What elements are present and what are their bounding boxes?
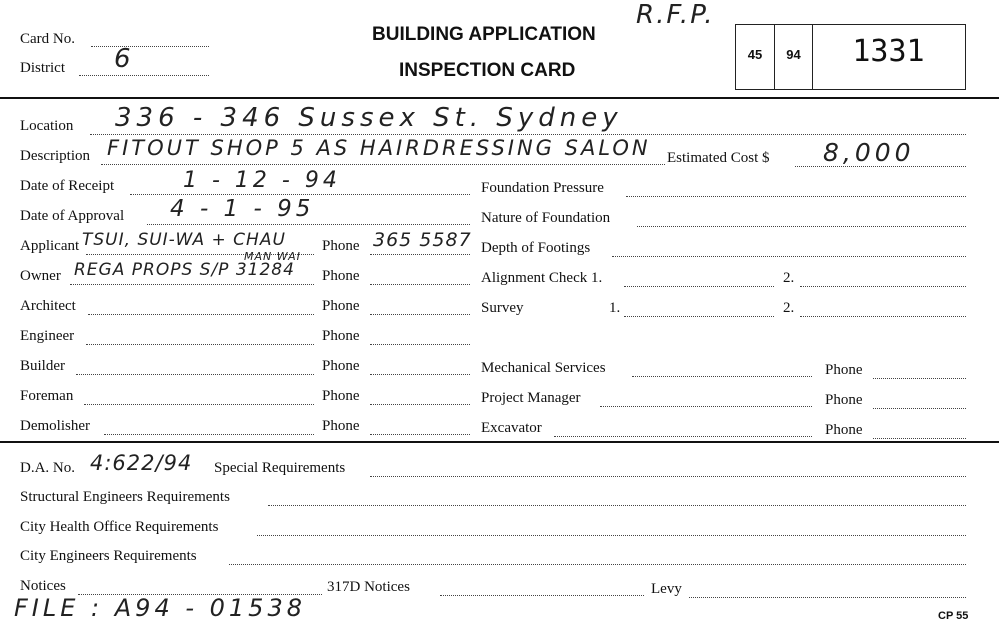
district-value: 6: [114, 44, 133, 74]
da-no-label: D.A. No.: [20, 460, 75, 476]
excavator-field[interactable]: [554, 436, 812, 437]
applicant-label: Applicant: [20, 238, 80, 254]
nature-foundation-label: Nature of Foundation: [481, 210, 611, 226]
card-number: 1331: [852, 34, 925, 69]
owner-value: REGA PROPS S/P 31284: [74, 260, 295, 280]
ref-code-2: 94: [786, 47, 801, 62]
levy-label: Levy: [651, 581, 682, 597]
architect-phone-label: Phone: [322, 298, 360, 314]
nature-foundation-field[interactable]: [637, 226, 966, 227]
foreman-phone-label: Phone: [322, 388, 360, 404]
applicant-phone-value: 365 5587: [373, 229, 472, 251]
demolisher-field[interactable]: [104, 434, 314, 435]
survey-1-label: 1.: [609, 300, 621, 316]
structural-requirements-field[interactable]: [268, 505, 966, 506]
estimated-cost-value: 8,000: [823, 138, 915, 167]
mechanical-services-field[interactable]: [632, 376, 812, 377]
notices-label: Notices: [20, 578, 66, 594]
header-rule: [0, 97, 999, 99]
ref-code-1: 45: [747, 47, 763, 62]
architect-phone-field[interactable]: [370, 314, 470, 315]
foundation-pressure-label: Foundation Pressure: [481, 180, 604, 196]
approval-date-value: 4 - 1 - 95: [170, 196, 315, 222]
builder-phone-field[interactable]: [370, 374, 470, 375]
applicant-value: TSUI, SUI-WA + CHAU: [82, 230, 286, 250]
notices-317d-label: 317D Notices: [327, 579, 410, 595]
project-manager-phone-label: Phone: [825, 392, 863, 408]
builder-phone-label: Phone: [322, 358, 360, 374]
form-code: CP 55: [938, 610, 969, 622]
details-rule: [0, 441, 999, 443]
foreman-field[interactable]: [84, 404, 314, 405]
description-field[interactable]: [101, 164, 665, 165]
district-field[interactable]: [79, 75, 209, 76]
approval-date-field[interactable]: [147, 224, 470, 225]
card-title-line2: INSPECTION CARD: [399, 60, 576, 81]
rfp-handwritten-mark: R.F.P.: [636, 0, 715, 30]
description-label: Description: [20, 148, 90, 164]
architect-field[interactable]: [88, 314, 314, 315]
location-value: 336 - 346 Sussex St. Sydney: [115, 103, 623, 133]
file-reference-note: FILE : A94 - 01538: [14, 594, 306, 622]
depth-footings-label: Depth of Footings: [481, 240, 591, 256]
survey-label: Survey: [481, 300, 524, 316]
city-engineers-requirements-field[interactable]: [229, 564, 966, 565]
builder-field[interactable]: [76, 374, 314, 375]
owner-extra-value: MAN WAI: [244, 250, 301, 263]
health-requirements-label: City Health Office Requirements: [20, 519, 219, 535]
notices-317d-field[interactable]: [440, 595, 644, 596]
engineer-field[interactable]: [86, 344, 314, 345]
mechanical-services-label: Mechanical Services: [481, 360, 606, 376]
mechanical-phone-field[interactable]: [873, 378, 966, 379]
receipt-date-field[interactable]: [130, 194, 470, 195]
builder-label: Builder: [20, 358, 65, 374]
card-no-label: Card No.: [20, 31, 75, 47]
excavator-phone-field[interactable]: [873, 438, 966, 439]
applicant-phone-field[interactable]: [370, 254, 470, 255]
project-manager-field[interactable]: [600, 406, 812, 407]
excavator-label: Excavator: [481, 420, 542, 436]
owner-label: Owner: [20, 268, 61, 284]
card-title-line1: BUILDING APPLICATION: [372, 24, 596, 45]
excavator-phone-label: Phone: [825, 422, 863, 438]
survey-2-field[interactable]: [800, 316, 966, 317]
health-requirements-field[interactable]: [257, 535, 966, 536]
alignment-check-2-field[interactable]: [800, 286, 966, 287]
alignment-check-2-label: 2.: [783, 270, 795, 286]
foundation-pressure-field[interactable]: [626, 196, 966, 197]
owner-phone-label: Phone: [322, 268, 360, 284]
special-requirements-label: Special Requirements: [214, 460, 346, 476]
engineer-phone-label: Phone: [322, 328, 360, 344]
architect-label: Architect: [20, 298, 76, 314]
owner-field[interactable]: [70, 284, 314, 285]
survey-1-field[interactable]: [624, 316, 774, 317]
project-manager-phone-field[interactable]: [873, 408, 966, 409]
alignment-check-label: Alignment Check 1.: [481, 270, 603, 286]
alignment-check-1-field[interactable]: [624, 286, 774, 287]
engineer-label: Engineer: [20, 328, 75, 344]
district-label: District: [20, 60, 65, 76]
special-requirements-field[interactable]: [370, 476, 966, 477]
project-manager-label: Project Manager: [481, 390, 581, 406]
foreman-label: Foreman: [20, 388, 74, 404]
description-value: FITOUT SHOP 5 AS HAIRDRESSING SALON: [107, 136, 651, 160]
demolisher-label: Demolisher: [20, 418, 90, 434]
depth-footings-field[interactable]: [612, 256, 966, 257]
applicant-phone-label: Phone: [322, 238, 360, 254]
da-no-value: 4:622/94: [90, 451, 193, 475]
foreman-phone-field[interactable]: [370, 404, 470, 405]
survey-2-label: 2.: [783, 300, 795, 316]
receipt-date-label: Date of Receipt: [20, 178, 115, 194]
mechanical-phone-label: Phone: [825, 362, 863, 378]
location-label: Location: [20, 118, 74, 134]
levy-field[interactable]: [689, 597, 966, 598]
estimated-cost-label: Estimated Cost $: [667, 150, 770, 166]
card-no-field[interactable]: [91, 46, 209, 47]
demolisher-phone-label: Phone: [322, 418, 360, 434]
structural-requirements-label: Structural Engineers Requirements: [20, 489, 230, 505]
receipt-date-value: 1 - 12 - 94: [183, 168, 341, 193]
approval-date-label: Date of Approval: [20, 208, 125, 224]
demolisher-phone-field[interactable]: [370, 434, 470, 435]
owner-phone-field[interactable]: [370, 284, 470, 285]
engineer-phone-field[interactable]: [370, 344, 470, 345]
location-field[interactable]: [90, 134, 966, 135]
city-engineers-requirements-label: City Engineers Requirements: [20, 548, 197, 564]
